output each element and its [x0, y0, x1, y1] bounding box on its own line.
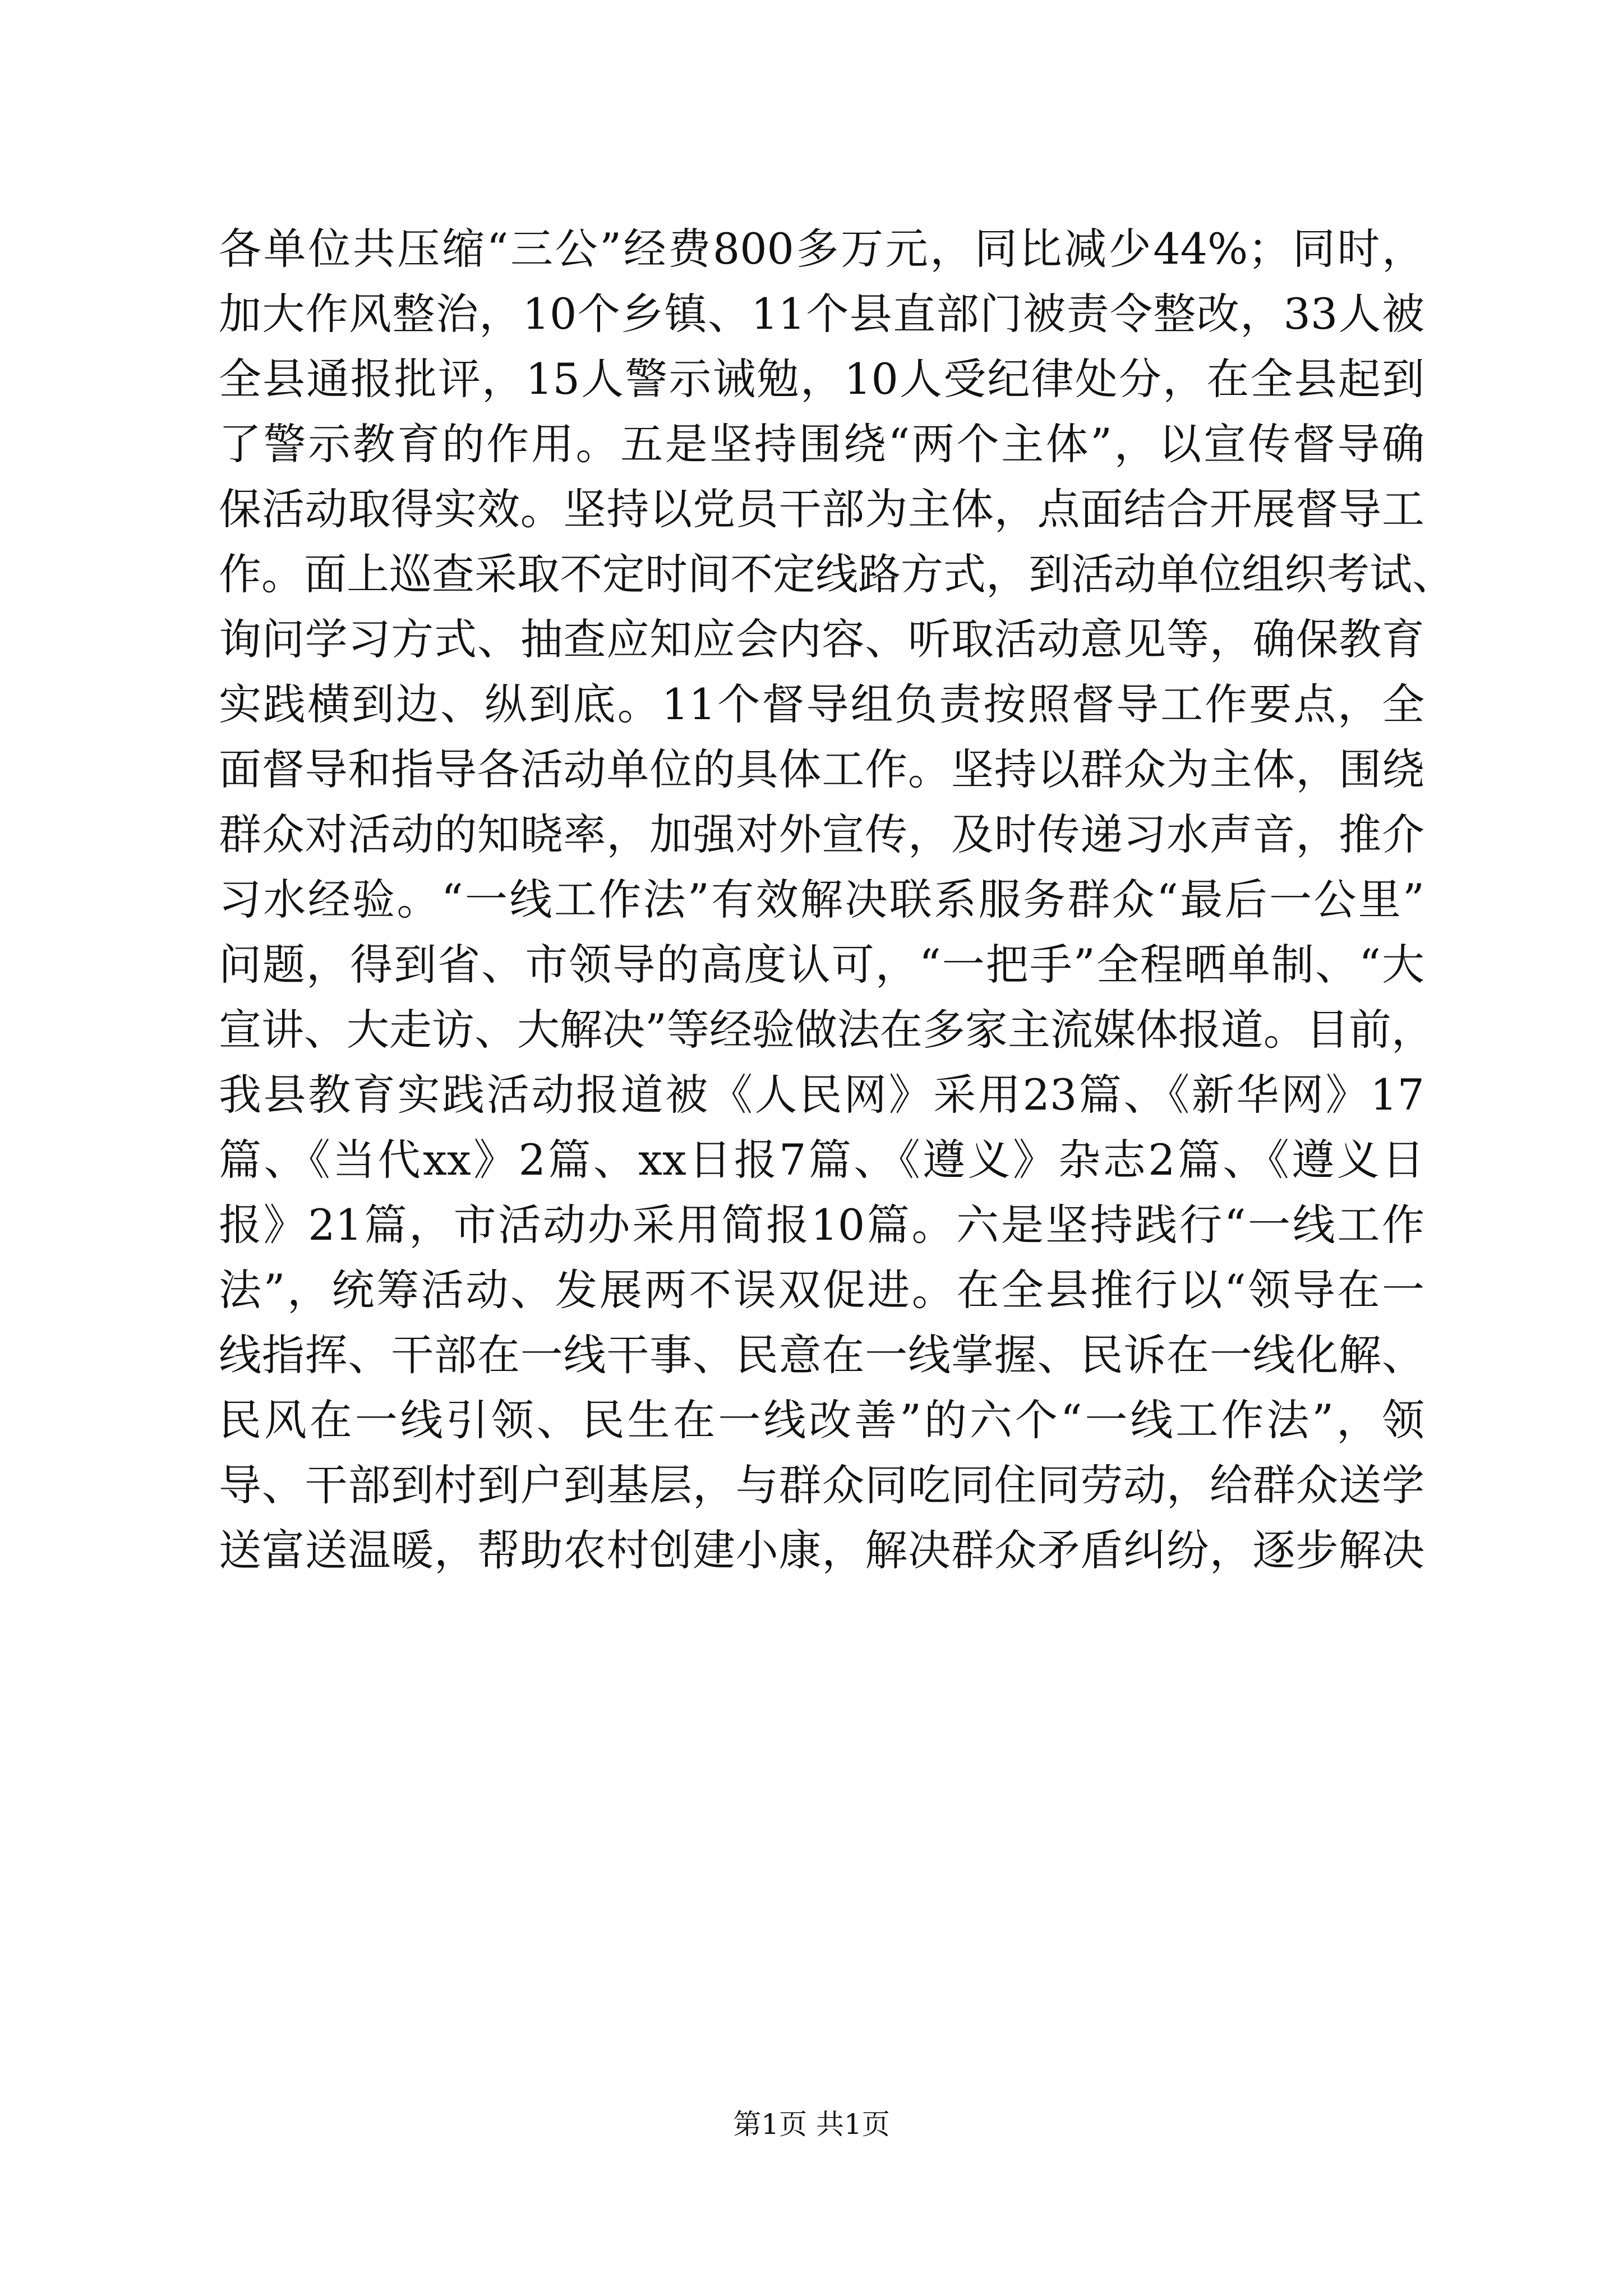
text-line: 习水经验。“一线工作法”有效解决联系服务群众“最后一公里” [219, 875, 1424, 924]
text-line: 加大作风整治，10个乡镇、11个县直部门被责令整改，33人被 [219, 289, 1424, 339]
text-line: 各单位共压缩“三公”经费800多万元，同比减少44%；同时， [219, 224, 1424, 274]
text-line: 我县教育实践活动报道被《人民网》采用23篇、《新华网》17 [219, 1070, 1424, 1120]
text-line: 民风在一线引领、民生在一线改善”的六个“一线工作法”，领 [219, 1395, 1424, 1445]
text-line: 送富送温暖，帮助农村创建小康，解决群众矛盾纠纷，逐步解决 [219, 1525, 1424, 1575]
text-line: 全县通报批评，15人警示诫勉，10人受纪律处分，在全县起到 [219, 354, 1424, 404]
text-line: 了警示教育的作用。五是坚持围绕“两个主体”，以宣传督导确 [219, 419, 1424, 469]
text-line: 群众对活动的知晓率，加强对外宣传，及时传递习水声音，推介 [219, 809, 1424, 859]
text-line: 线指挥、干部在一线干事、民意在一线掌握、民诉在一线化解、 [219, 1330, 1424, 1380]
text-line: 面督导和指导各活动单位的具体工作。坚持以群众为主体，围绕 [219, 744, 1424, 794]
text-line: 导、干部到村到户到基层，与群众同吃同住同劳动，给群众送学 [219, 1460, 1424, 1510]
body-text [219, 217, 1455, 1583]
text-line: 篇、《当代xx》2篇、xx日报7篇、《遵义》杂志2篇、《遵义日 [219, 1135, 1424, 1185]
text-line: 问题，得到省、市领导的高度认可，“一把手”全程晒单制、“大 [219, 940, 1424, 990]
text-line: 保活动取得实效。坚持以党员干部为主体，点面结合开展督导工 [219, 484, 1424, 534]
text-line: 报》21篇，市活动办采用简报10篇。六是坚持践行“一线工作 [219, 1200, 1424, 1250]
page-number-footer: 第1页 共1页 [733, 2108, 890, 2141]
text-line: 作。面上巡查采取不定时间不定线路方式，到活动单位组织考试、 [219, 549, 1455, 599]
text-line: 询问学习方式、抽查应知应会内容、听取活动意见等，确保教育 [219, 614, 1424, 664]
text-line: 法”，统筹活动、发展两不误双促进。在全县推行以“领导在一 [219, 1265, 1424, 1315]
text-line: 实践横到边、纵到底。11个督导组负责按照督导工作要点，全 [219, 679, 1424, 729]
text-line: 宣讲、大走访、大解决”等经验做法在多家主流媒体报道。目前， [219, 1005, 1434, 1055]
